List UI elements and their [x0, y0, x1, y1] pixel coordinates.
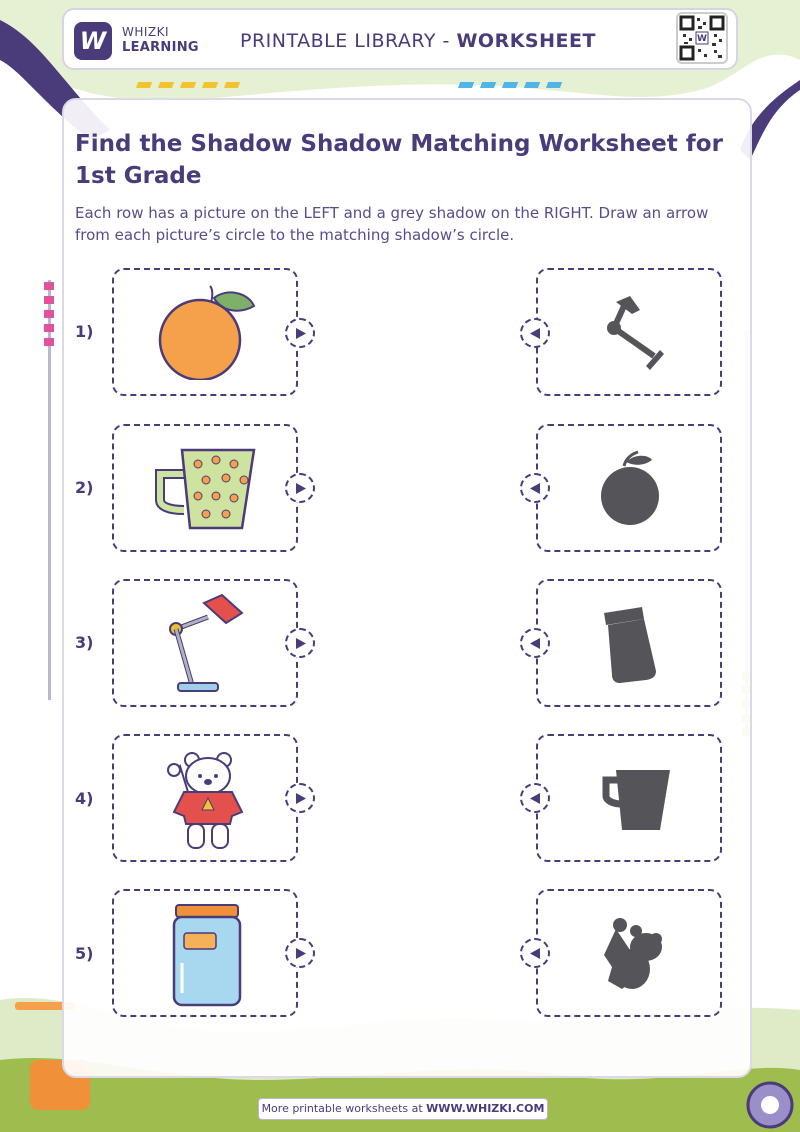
qr-center-mark: W	[697, 34, 707, 44]
bear-shadow-icon	[602, 915, 664, 995]
worksheet-instructions: Each row has a picture on the LEFT and a grey shadow on the RIGHT. Draw an arrow from each picture’s circle to the matching shadow’s circle.	[75, 204, 709, 244]
whizki-logo-icon[interactable]: W	[74, 22, 112, 60]
picture-match-circle[interactable]	[285, 628, 315, 658]
picture-match-circle[interactable]	[285, 473, 315, 503]
picture-match-circle[interactable]	[285, 938, 315, 968]
header-title-prefix: PRINTABLE LIBRARY -	[240, 30, 457, 52]
row-number: 2)	[75, 478, 94, 497]
footer-prefix: More printable worksheets at	[261, 1102, 427, 1115]
shadow-match-circle[interactable]	[520, 938, 550, 968]
logo-text-whizki: WHIZKI	[122, 25, 170, 39]
row-number: 1)	[75, 322, 94, 341]
polar-bear-sweater-icon	[166, 746, 250, 854]
shadow-box	[536, 579, 722, 707]
picture-match-circle[interactable]	[285, 783, 315, 813]
desk-lamp-icon	[162, 593, 252, 693]
desk-lamp-shadow-icon	[596, 292, 666, 376]
shadow-box	[536, 268, 722, 396]
footer-link[interactable]	[258, 1098, 548, 1120]
mug-shadow-icon	[600, 766, 672, 832]
shadow-match-circle[interactable]	[520, 783, 550, 813]
picture-box	[112, 424, 298, 552]
worksheet-title: Find the Shadow Shadow Matching Worksheet for 1st Grade	[75, 131, 723, 189]
header-title-bold: WORKSHEET	[456, 30, 596, 52]
row-number: 4)	[75, 789, 94, 808]
shadow-box	[536, 889, 722, 1017]
glass-jar-icon	[172, 903, 242, 1007]
orange-shadow-icon	[596, 450, 666, 526]
shadow-match-circle[interactable]	[520, 628, 550, 658]
header-title	[240, 30, 596, 52]
qr-code-icon[interactable]	[676, 12, 728, 64]
shadow-match-circle[interactable]	[520, 473, 550, 503]
logo-text-learning: LEARNING	[122, 40, 199, 55]
picture-box	[112, 579, 298, 707]
shadow-box	[536, 424, 722, 552]
jar-shadow-icon	[602, 605, 662, 683]
picture-box	[112, 734, 298, 862]
polka-dot-mug-icon	[154, 444, 260, 534]
orange-icon	[152, 284, 256, 380]
shadow-match-circle[interactable]	[520, 318, 550, 348]
footer-site: WWW.WHIZKI.COM	[426, 1102, 545, 1115]
picture-match-circle[interactable]	[285, 318, 315, 348]
picture-box	[112, 889, 298, 1017]
picture-box	[112, 268, 298, 396]
shadow-box	[536, 734, 722, 862]
row-number: 3)	[75, 633, 94, 652]
row-number: 5)	[75, 944, 94, 963]
